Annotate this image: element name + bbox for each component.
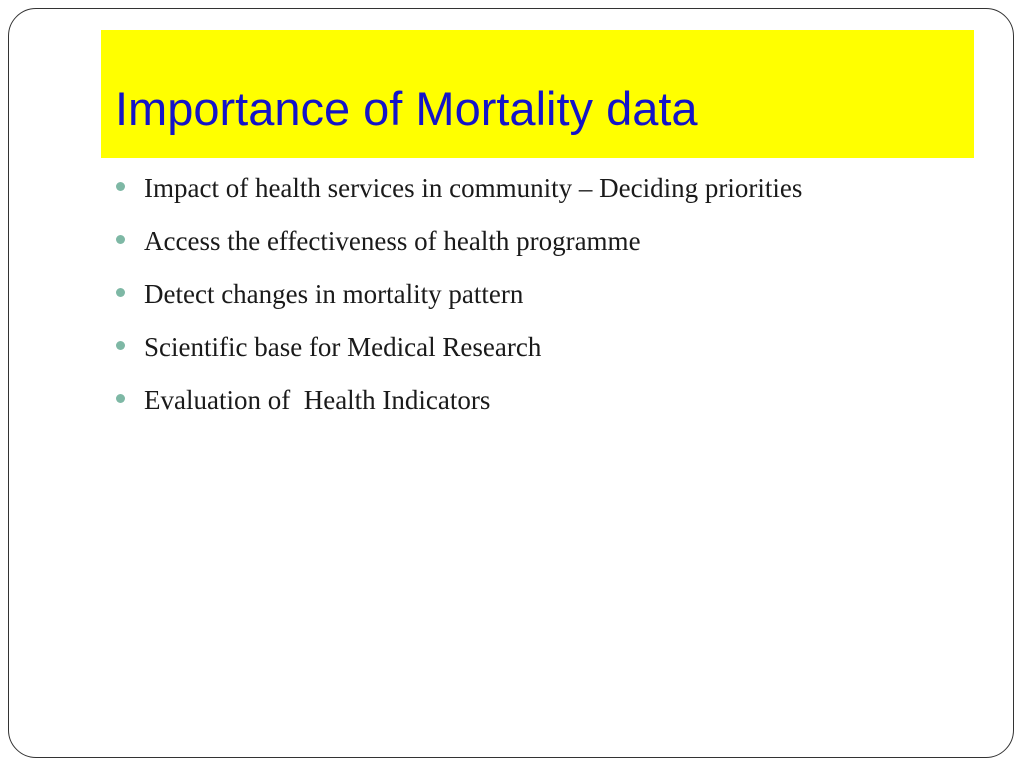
bullet-item — [116, 382, 976, 435]
bullet-dot-icon — [116, 288, 125, 297]
bullet-dot-icon — [116, 235, 125, 244]
bullet-text: Scientific base for Medical Research — [144, 332, 542, 362]
bullet-item — [116, 329, 976, 382]
bullet-item — [116, 276, 976, 329]
bullet-dot-icon — [116, 182, 125, 191]
bullet-text: Evaluation of Health Indicators — [144, 385, 491, 415]
slide-title: Importance of Mortality data — [115, 82, 698, 135]
bullet-list — [116, 170, 976, 435]
bullet-item — [116, 223, 976, 276]
bullet-text: Detect changes in mortality pattern — [144, 279, 524, 309]
bullet-text: Impact of health services in community – Deciding priorities — [144, 173, 803, 203]
bullet-text: Access the effectiveness of health programme — [144, 226, 641, 256]
bullet-dot-icon — [116, 394, 125, 403]
title-banner — [101, 30, 974, 158]
bullet-dot-icon — [116, 341, 125, 350]
bullet-item — [116, 170, 976, 223]
